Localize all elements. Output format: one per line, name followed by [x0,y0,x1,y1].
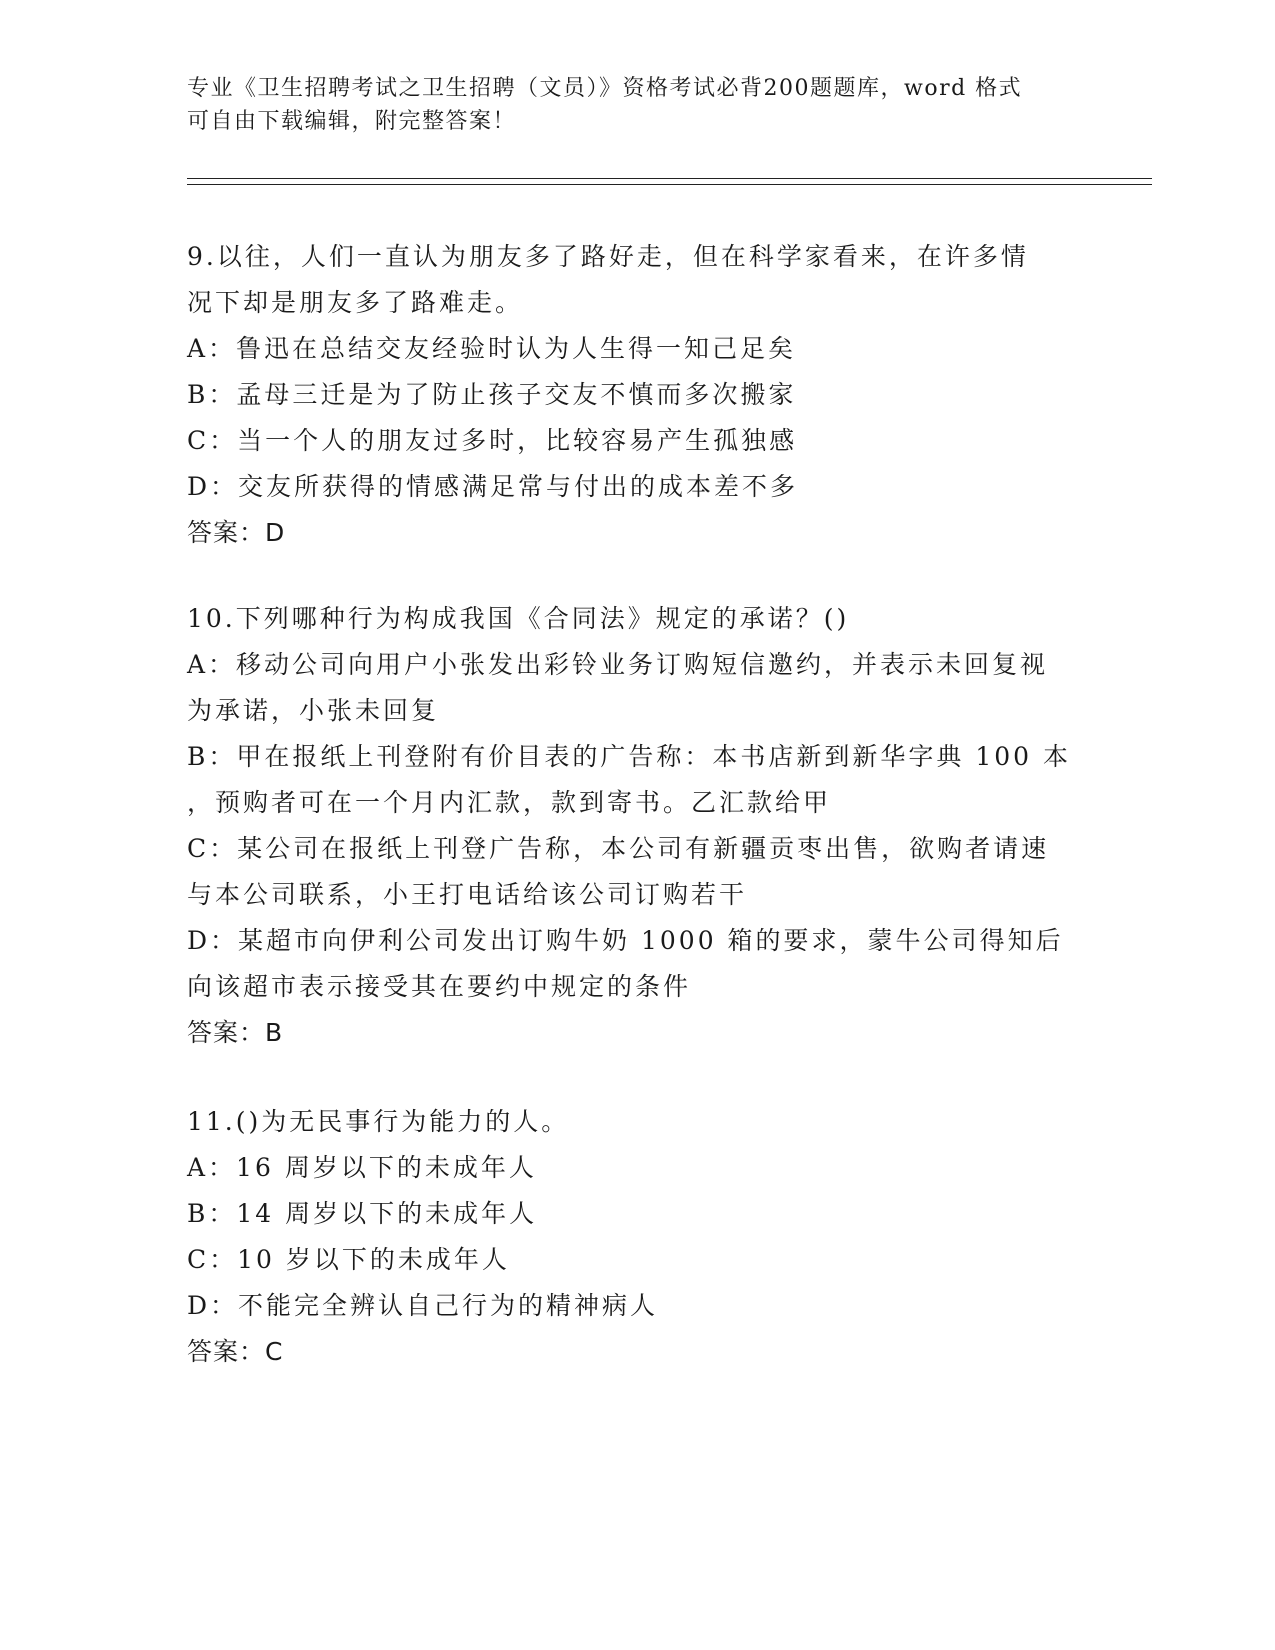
option-b: B：14 周岁以下的未成年人 [187,1199,538,1228]
header-line: 可自由下载编辑，附完整答案！ [187,109,517,134]
option-a: A：移动公司向用户小张发出彩铃业务订购短信邀约，并表示未回复视 [187,650,1049,679]
answer-label: 答案：B [187,1018,284,1047]
header-line: 专业《卫生招聘考试之卫生招聘（文员）》资格考试必背200题题库，word 格式 [187,76,1023,101]
question-stem: 况下却是朋友多了路难走。 [187,288,524,317]
option-a: A：鲁迅在总结交友经验时认为人生得一知己足矣 [187,334,797,363]
question-block [187,234,1087,556]
question-block [187,596,1087,1056]
question-stem: 11.()为无民事行为能力的人。 [187,1107,570,1136]
answer-label: 答案：D [187,518,286,547]
question-stem: 9.以往，人们一直认为朋友多了路好走，但在科学家看来，在许多情 [187,242,1029,271]
option-c: C：某公司在报纸上刊登广告称，本公司有新疆贡枣出售，欲购者请速 [187,834,1050,863]
option-c: C：10 岁以下的未成年人 [187,1245,510,1274]
option-d: D：不能完全辨认自己行为的精神病人 [187,1291,659,1320]
question-stem: 10.下列哪种行为构成我国《合同法》规定的承诺？() [187,604,850,633]
option-d-continued: 向该超市表示接受其在要约中规定的条件 [187,972,692,1001]
option-c: C：当一个人的朋友过多时，比较容易产生孤独感 [187,426,798,455]
answer-label: 答案：C [187,1337,284,1366]
document-header [187,72,1087,138]
option-d: D：交友所获得的情感满足常与付出的成本差不多 [187,472,799,501]
option-a: A：16 周岁以下的未成年人 [187,1153,537,1182]
option-a-continued: 为承诺，小张未回复 [187,696,440,725]
header-divider [187,184,1152,185]
option-b-continued: ，预购者可在一个月内汇款，款到寄书。乙汇款给甲 [187,788,832,817]
option-b: B：孟母三迁是为了防止孩子交友不慎而多次搬家 [187,380,797,409]
option-b: B：甲在报纸上刊登附有价目表的广告称：本书店新到新华字典 100 本 [187,742,1071,771]
header-divider [187,178,1152,179]
option-d: D：某超市向伊利公司发出订购牛奶 1000 箱的要求，蒙牛公司得知后 [187,926,1064,955]
option-c-continued: 与本公司联系，小王打电话给该公司订购若干 [187,880,748,909]
question-block [187,1099,1087,1375]
